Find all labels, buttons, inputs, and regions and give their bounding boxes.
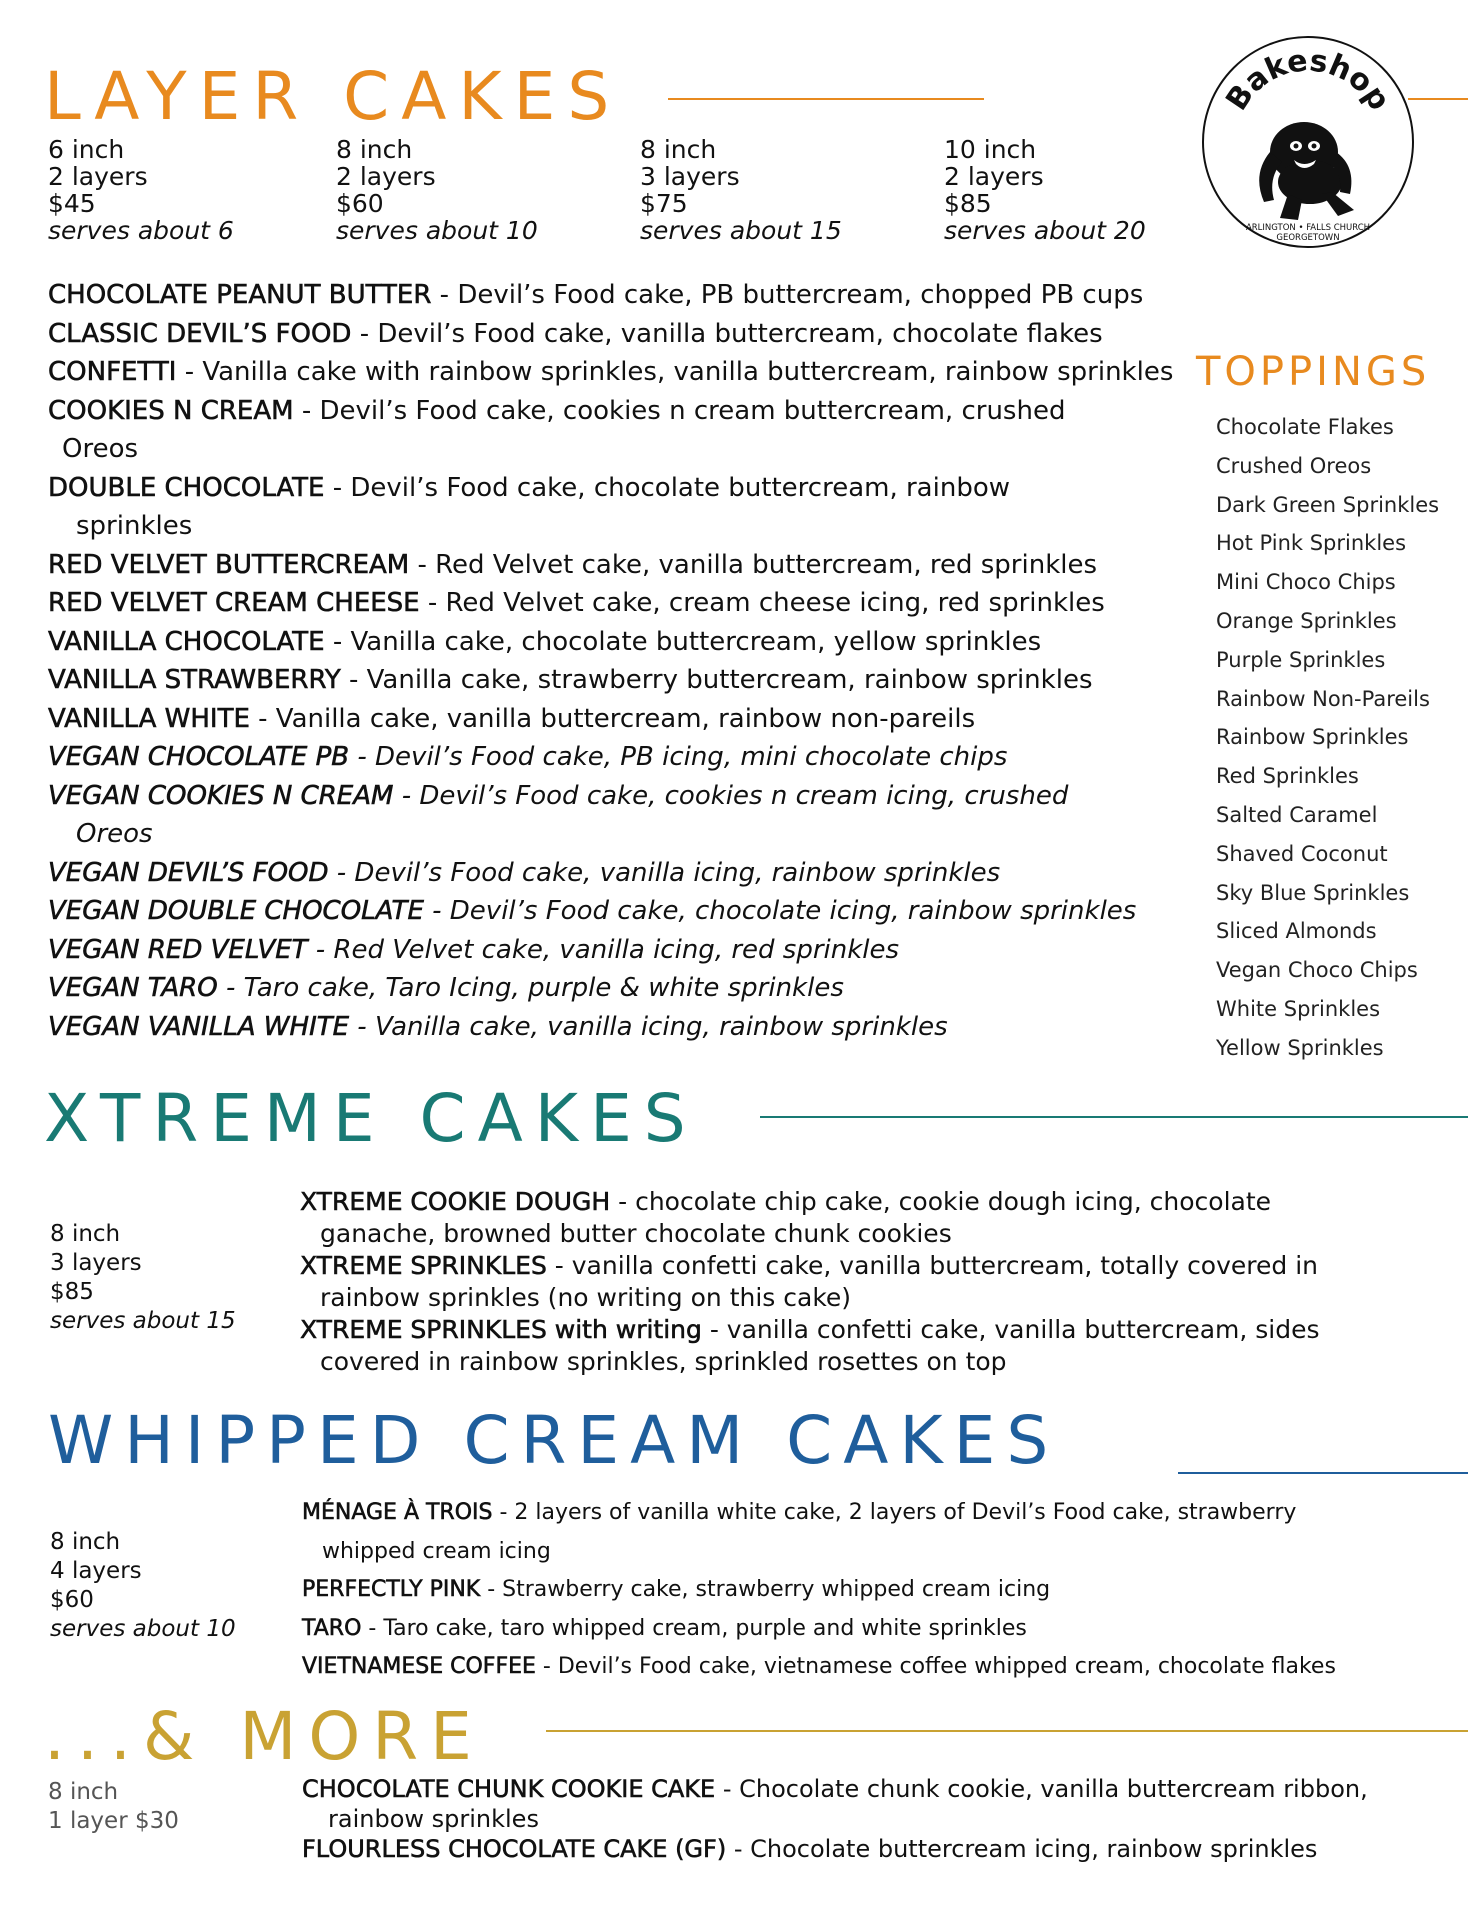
list-item-cont: Oreos (62, 434, 139, 464)
list-item: Hot Pink Sprinkles (1216, 531, 1407, 556)
list-item: Salted Caramel (1216, 802, 1378, 827)
list-item: CONFETTI - Vanilla cake with rainbow sprinkles, vanilla buttercream, rainbow sprinkles (48, 357, 1174, 387)
list-item: VANILLA CHOCOLATE - Vanilla cake, chocolate buttercream, yellow sprinkles (48, 626, 1042, 657)
svg-text:Bakeshop: Bakeshop (1219, 43, 1397, 117)
xtreme-cake-list (300, 1186, 1320, 1378)
list-item: CLASSIC DEVIL’S FOOD - Devil’s Food cake, vanilla buttercream, chocolate flakes (48, 318, 1103, 349)
list-item: Vegan Choco Chips (1216, 958, 1418, 983)
toppings-list (1216, 408, 1439, 1068)
list-item: FLOURLESS CHOCOLATE CAKE (GF) - Chocolate buttercream icing, rainbow sprinkles (302, 1835, 1318, 1863)
xtreme-size: 8 inch 3 layers $85 serves about 15 (50, 1221, 236, 1334)
layer-size-10in: 10 inch 2 layers $85 serves about 20 (944, 135, 1146, 245)
bakeshop-logo (1200, 34, 1416, 250)
list-item: VEGAN TARO - Taro cake, Taro Icing, purple & white sprinkles (48, 973, 844, 1003)
list-item: COOKIES N CREAM - Devil’s Food cake, cookies n cream buttercream, crushed (48, 395, 1066, 426)
list-item: XTREME SPRINKLES - vanilla confetti cake, vanilla buttercream, totally covered in (300, 1251, 1318, 1280)
layer-size-8in-2: 8 inch 2 layers $60 serves about 10 (336, 135, 538, 245)
list-item: Sliced Almonds (1216, 919, 1377, 944)
list-item: Dark Green Sprinkles (1216, 492, 1440, 517)
list-item: Red Sprinkles (1216, 764, 1359, 789)
layer-cakes-title: LAYER CAKES (44, 58, 622, 135)
more-list (302, 1774, 1368, 1864)
list-item: Shaved Coconut (1216, 841, 1388, 866)
toppings-title: TOPPINGS (1196, 349, 1431, 395)
xtreme-cakes-title: XTREME CAKES (44, 1080, 698, 1157)
list-item: VEGAN DEVIL’S FOOD - Devil’s Food cake, vanilla icing, rainbow sprinkles (48, 857, 1001, 888)
list-item: CHOCOLATE CHUNK COOKIE CAKE - Chocolate chunk cookie, vanilla buttercream ribbon, (302, 1775, 1368, 1803)
list-item: VEGAN CHOCOLATE PB - Devil’s Food cake, PB icing, mini chocolate chips (48, 742, 1008, 772)
list-item: TARO - Taro cake, taro whipped cream, purple and white sprinkles (302, 1615, 1027, 1641)
svg-text:GEORGETOWN: GEORGETOWN (1276, 233, 1340, 243)
more-size: 8 inch 1 layer $30 (48, 1779, 179, 1834)
list-item: VANILLA WHITE - Vanilla cake, vanilla buttercream, rainbow non-pareils (48, 703, 976, 734)
list-item: Purple Sprinkles (1216, 647, 1386, 672)
list-item: XTREME COOKIE DOUGH - chocolate chip cake, cookie dough icing, chocolate (300, 1187, 1272, 1216)
list-item: VEGAN COOKIES N CREAM - Devil’s Food cake, cookies n cream icing, crushed (48, 780, 1069, 811)
list-item: Crushed Oreos (1216, 453, 1372, 478)
whipped-cake-list (302, 1494, 1336, 1687)
list-item: VANILLA STRAWBERRY - Vanilla cake, strawberry buttercream, rainbow sprinkles (48, 665, 1093, 695)
list-item: White Sprinkles (1216, 996, 1381, 1021)
layer-cake-list (48, 276, 1173, 1046)
more-rule (546, 1730, 1468, 1732)
list-item-cont: rainbow sprinkles (no writing on this cake) (320, 1283, 852, 1312)
layer-cakes-rule-right (1408, 98, 1468, 100)
list-item: Orange Sprinkles (1216, 608, 1397, 633)
list-item: Mini Choco Chips (1216, 570, 1396, 595)
list-item-cont: ganache, browned butter chocolate chunk cookies (320, 1219, 952, 1248)
list-item: PERFECTLY PINK - Strawberry cake, strawberry whipped cream icing (302, 1577, 1051, 1602)
list-item-cont: sprinkles (76, 511, 193, 541)
layer-cakes-rule (668, 98, 984, 100)
list-item: VIETNAMESE COFFEE - Devil’s Food cake, vietnamese coffee whipped cream, chocolate flakes (302, 1654, 1336, 1679)
list-item: VEGAN RED VELVET - Red Velvet cake, vanilla icing, red sprinkles (48, 934, 900, 965)
list-item: RED VELVET BUTTERCREAM - Red Velvet cake, vanilla buttercream, red sprinkles (48, 549, 1098, 580)
list-item: DOUBLE CHOCOLATE - Devil’s Food cake, chocolate buttercream, rainbow (48, 472, 1010, 503)
list-item-cont: covered in rainbow sprinkles, sprinkled rosettes on top (320, 1347, 1007, 1376)
whipped-cream-cakes-title: WHIPPED CREAM CAKES (48, 1402, 1060, 1479)
more-title: ...& MORE (44, 1698, 484, 1775)
list-item: Chocolate Flakes (1216, 415, 1394, 439)
list-item: Yellow Sprinkles (1216, 1035, 1384, 1060)
list-item: Rainbow Sprinkles (1216, 725, 1409, 750)
list-item: RED VELVET CREAM CHEESE - Red Velvet cake, cream cheese icing, red sprinkles (48, 588, 1105, 618)
layer-size-6in: 6 inch 2 layers $45 serves about 6 (48, 135, 234, 245)
list-item: Rainbow Non-Pareils (1216, 686, 1430, 711)
xtreme-cakes-rule (760, 1116, 1468, 1118)
list-item: Sky Blue Sprinkles (1216, 880, 1410, 905)
whipped-cream-cakes-rule (1178, 1472, 1468, 1474)
list-item: CHOCOLATE PEANUT BUTTER - Devil’s Food cake, PB buttercream, chopped PB cups (48, 280, 1144, 310)
list-item-cont: rainbow sprinkles (328, 1805, 539, 1833)
whipped-size: 8 inch 4 layers $60 serves about 10 (50, 1529, 236, 1642)
svg-text:ARLINGTON • FALLS CHURCH: ARLINGTON • FALLS CHURCH (1245, 223, 1371, 233)
list-item: VEGAN VANILLA WHITE - Vanilla cake, vanilla icing, rainbow sprinkles (48, 1011, 948, 1042)
list-item: MÉNAGE À TROIS - 2 layers of vanilla white cake, 2 layers of Devil’s Food cake, strawberry (302, 1500, 1297, 1525)
list-item: XTREME SPRINKLES with writing - vanilla confetti cake, vanilla buttercream, sides (300, 1315, 1320, 1344)
list-item: VEGAN DOUBLE CHOCOLATE - Devil’s Food cake, chocolate icing, rainbow sprinkles (48, 896, 1137, 926)
bigfoot-mascot-icon (1200, 34, 1416, 250)
layer-size-8in-3: 8 inch 3 layers $75 serves about 15 (640, 135, 842, 245)
list-item-cont: Oreos (76, 819, 153, 849)
list-item-cont: whipped cream icing (322, 1538, 551, 1564)
